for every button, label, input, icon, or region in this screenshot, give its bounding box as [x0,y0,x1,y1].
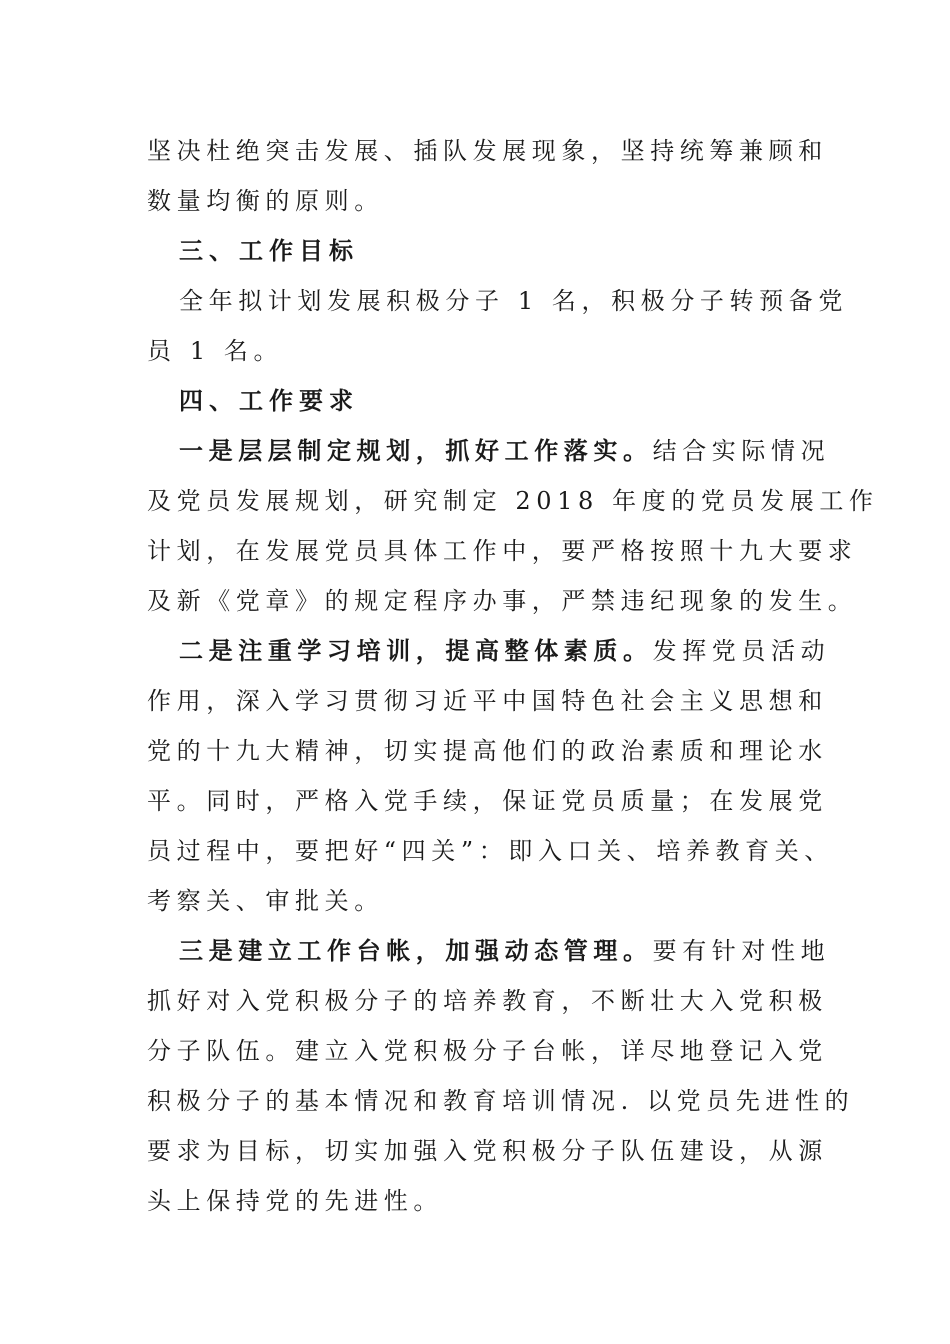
paragraph-4-lead: 二是注重学习培训，提高整体素质。 [179,636,653,665]
paragraph-3-line-1 [179,433,829,469]
paragraph-3-line-3: 计划，在发展党员具体工作中，要严格按照十九大要求 [147,537,858,565]
paragraph-2-line-1: 全年拟计划发展积极分子 1 名，积极分子转预备党 [179,287,848,315]
paragraph-3-line-2: 及党员发展规划，研究制定 2018 年度的党员发展工作 [147,487,879,515]
section-heading-4: 四、工作要求 [179,386,359,415]
paragraph-5-lead: 三是建立工作台帐，加强动态管理。 [179,936,653,965]
paragraph-3-lead: 一是层层制定规划，抓好工作落实。 [179,436,653,465]
paragraph-1-line-1: 坚决杜绝突击发展、插队发展现象，坚持统筹兼顾和 [147,137,828,165]
paragraph-5-line-1 [179,933,829,969]
paragraph-4-line-6: 考察关、审批关。 [147,887,384,915]
paragraph-5-line-2: 抓好对入党积极分子的培养教育，不断壮大入党积极 [147,987,828,1015]
paragraph-5-line-5: 要求为目标，切实加强入党积极分子队伍建设，从源 [147,1137,828,1165]
paragraph-4-line-2: 作用，深入学习贯彻习近平中国特色社会主义思想和 [147,687,828,715]
paragraph-3-line-1-text: 结合实际情况 [652,437,831,465]
paragraph-4-line-1 [179,633,829,669]
paragraph-4-line-1-text: 发挥党员活动 [652,637,831,665]
paragraph-5-line-4: 积极分子的基本情况和教育培训情况. 以党员先进性的 [147,1087,855,1115]
paragraph-2-line-2: 员 1 名。 [147,337,284,365]
paragraph-5-line-1-text: 要有针对性地 [652,937,831,965]
paragraph-1-line-2: 数量均衡的原则。 [147,187,384,215]
paragraph-5-line-3: 分子队伍。建立入党积极分子台帐，详尽地登记入党 [147,1037,828,1065]
section-heading-3: 三、工作目标 [179,236,359,265]
paragraph-5-line-6: 头上保持党的先进性。 [147,1187,443,1215]
paragraph-3-line-4: 及新《党章》的规定程序办事，严禁违纪现象的发生。 [147,587,858,615]
paragraph-4-line-3: 党的十九大精神，切实提高他们的政治素质和理论水 [147,737,828,765]
paragraph-4-line-4: 平。同时，严格入党手续，保证党员质量；在发展党 [147,787,828,815]
paragraph-4-line-5: 员过程中，要把好“四关”：即入口关、培养教育关、 [147,837,834,865]
